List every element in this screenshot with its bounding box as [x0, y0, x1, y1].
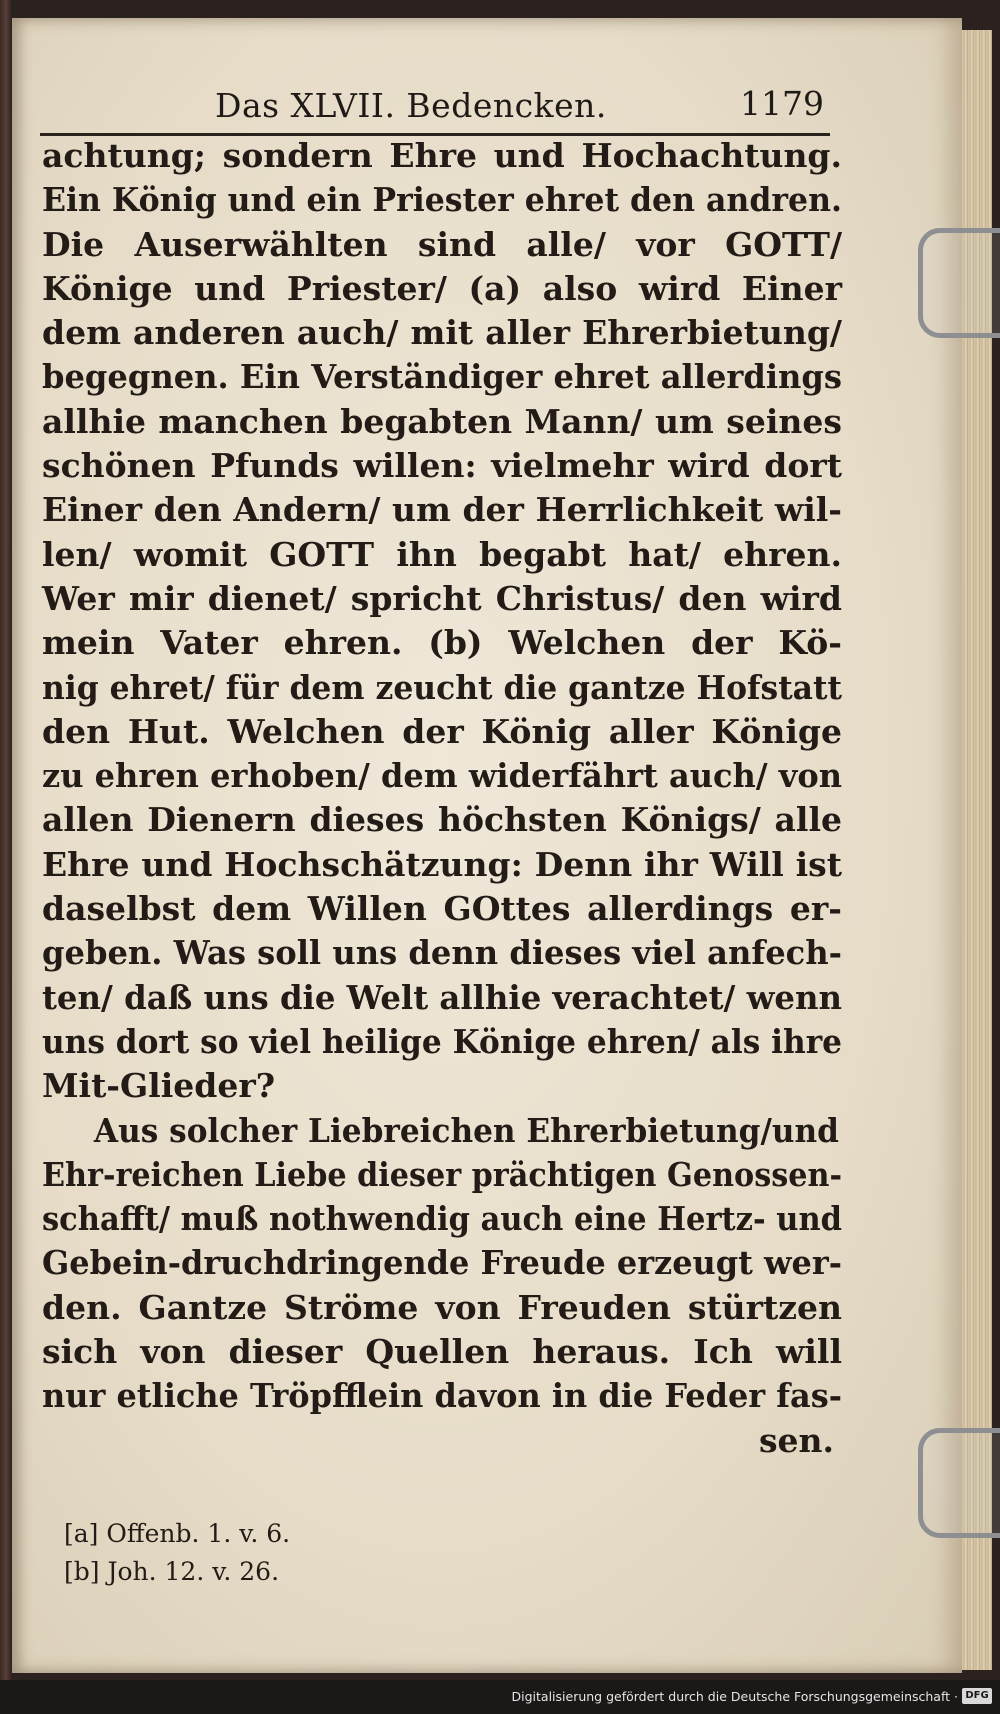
footnotes — [64, 1515, 564, 1591]
dfg-logo: DFG — [962, 1688, 992, 1704]
text-line: Könige und Priester/ (a) also wird Einer — [42, 268, 842, 308]
text-line: den. Gantze Ströme von Freuden stürtzen — [42, 1287, 842, 1327]
text-line: zu ehren erhoben/ dem widerfährt auch/ von — [42, 756, 842, 796]
running-title: Das XLVII. Bedencken. — [215, 86, 607, 125]
text-line: daselbst dem Willen GOttes allerdings er- — [42, 889, 842, 929]
text-line: sich von dieser Quellen heraus. Ich will — [42, 1332, 842, 1372]
text-line: achtung; sondern Ehre und Hochachtung. — [42, 136, 842, 175]
text-line: ten/ daß uns die Welt allhie verachtet/ wenn — [42, 977, 842, 1017]
text-line: Die Auserwählten sind alle/ vor GOTT/ — [42, 224, 842, 264]
page-clip-bottom — [918, 1428, 1000, 1538]
text-line: dem anderen auch/ mit aller Ehrerbietung/ — [42, 313, 842, 353]
text-line: uns dort so viel heilige Könige ehren/ als ihre — [42, 1021, 842, 1061]
text-line: allhie manchen begabten Mann/ um seines — [42, 401, 842, 441]
text-line: mein Vater ehren. (b) Welchen der Kö- — [42, 623, 842, 663]
page-clip-top — [918, 228, 1000, 338]
banner-text: Digitalisierung gefördert durch die Deutsche Forschungsgemeinschaft · — [511, 1689, 958, 1704]
page-number: 1179 — [740, 84, 824, 123]
text-line: Ehr-reichen Liebe dieser prächtigen Genossen- — [42, 1154, 842, 1194]
text-line: nig ehret/ für dem zeucht die gantze Hofstatt — [42, 667, 842, 707]
text-line: schönen Pfunds willen: vielmehr wird dort — [42, 446, 842, 486]
text-line: Wer mir dienet/ spricht Christus/ den wird — [42, 578, 842, 618]
footnote-a: [a] Offenb. 1. v. 6. — [64, 1519, 291, 1548]
text-line: begegnen. Ein Verständiger ehret allerdings — [42, 357, 842, 397]
paragraph-start-line: Aus solcher Liebreichen Ehrerbietung/und — [93, 1110, 839, 1150]
text-line: den Hut. Welchen der König aller Könige — [42, 711, 842, 751]
text-line: nur etliche Tröpfflein davon in die Feder fas- — [42, 1376, 842, 1416]
digitization-banner — [0, 1680, 1000, 1714]
text-line: Gebein-druchdringende Freude erzeugt wer- — [42, 1243, 842, 1283]
footnote-b: [b] Joh. 12. v. 26. — [64, 1557, 280, 1586]
text-line: schafft/ muß nothwendig auch eine Hertz- und — [42, 1199, 842, 1239]
text-line: Mit-Glieder? — [42, 1066, 276, 1106]
catchword-line: sen. — [758, 1420, 834, 1460]
text-line: geben. Was soll uns denn dieses viel anfech- — [42, 933, 842, 973]
text-line: Einer den Andern/ um der Herrlichkeit wil- — [42, 490, 842, 530]
text-line: Ein König und ein Priester ehret den andren. — [42, 180, 842, 220]
body-text — [42, 134, 842, 1463]
page-header — [40, 80, 840, 130]
text-line: Ehre und Hochschätzung: Denn ihr Will ist — [42, 844, 842, 884]
text-line: allen Dienern dieses höchsten Königs/ alle — [42, 800, 842, 840]
text-line: len/ womit GOTT ihn begabt hat/ ehren. — [42, 534, 842, 574]
